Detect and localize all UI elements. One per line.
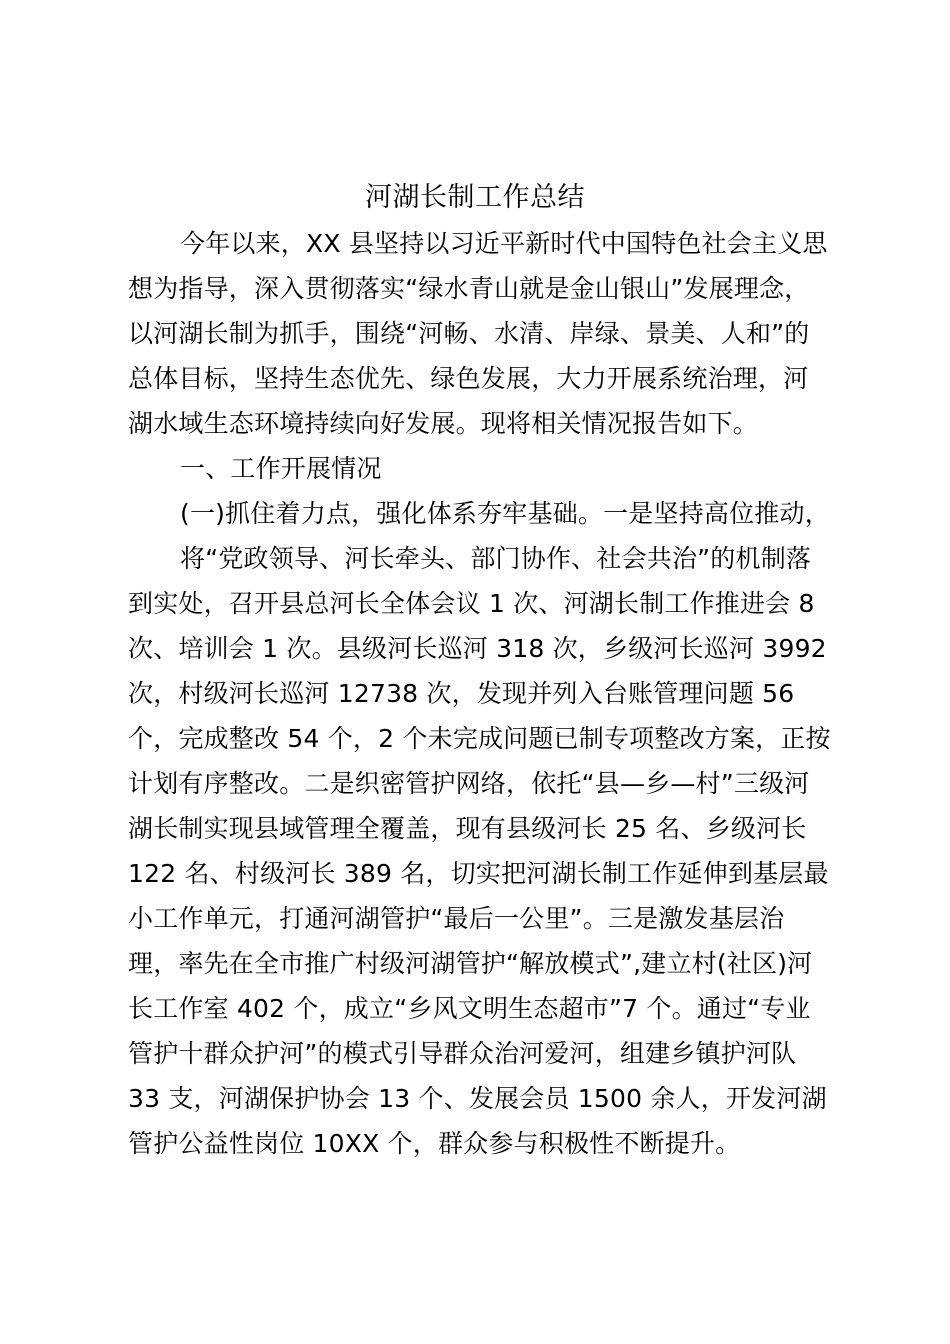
body-line: 想为指导，深入贯彻落实“绿水青山就是金山银山”发展理念， [128, 274, 810, 303]
body-line: 以河湖长制为抓手，围绕“河畅、水清、岸绿、景美、人和”的 [128, 319, 810, 348]
body-line: 湖水域生态环境持续向好发展。现将相关情况报告如下。 [128, 409, 759, 438]
body-line: 次，村级河长巡河 12738 次，发现并列入台账管理问题 56 [128, 679, 795, 708]
section-heading: 一、工作开展情况 [180, 454, 382, 483]
body-line: 到实处，召开县总河长全体会议 1 次、河湖长制工作推进会 8 [128, 589, 815, 618]
document-title: 河湖长制工作总结 [365, 182, 585, 213]
body-line: 今年以来，XX 县坚持以习近平新时代中国特色社会主义思 [180, 229, 828, 258]
body-line: 33 支，河湖保护协会 13 个、发展会员 1500 余人，开发河湖 [128, 1084, 827, 1113]
body-line: 122 名、村级河长 389 名，切实把河湖长制工作延伸到基层最 [128, 859, 829, 888]
body-line: 总体目标，坚持生态优先、绿色发展，大力开展系统治理，河 [128, 364, 809, 393]
body-line: 管护十群众护河”的模式引导群众治河爱河，组建乡镇护河队 [128, 1039, 797, 1068]
body-line: 个，完成整改 54 个，2 个未完成问题已制专项整改方案，正按 [128, 724, 831, 753]
body-line: (一)抓住着力点，强化体系夯牢基础。一是坚持高位推动， [180, 499, 830, 528]
body-line: 次、培训会 1 次。县级河长巡河 318 次，乡级河长巡河 3992 [128, 634, 827, 663]
body-line: 理，率先在全市推广村级河湖管护“解放模式”,建立村(社区)河 [128, 949, 813, 978]
body-line: 管护公益性岗位 10XX 个，群众参与积极性不断提升。 [128, 1129, 741, 1158]
body-line: 湖长制实现县域管理全覆盖，现有县级河长 25 名、乡级河长 [128, 814, 807, 843]
body-line: 将“党政领导、河长牵头、部门协作、社会共治”的机制落 [180, 544, 812, 573]
body-line: 小工作单元，打通河湖管护“最后一公里”。三是激发基层治 [128, 904, 785, 933]
body-line: 长工作室 402 个，成立“乡风文明生态超市”7 个。通过“专业 [128, 994, 811, 1023]
body-line: 计划有序整改。二是织密管护网络，依托“县—乡—村”三级河 [128, 769, 810, 798]
